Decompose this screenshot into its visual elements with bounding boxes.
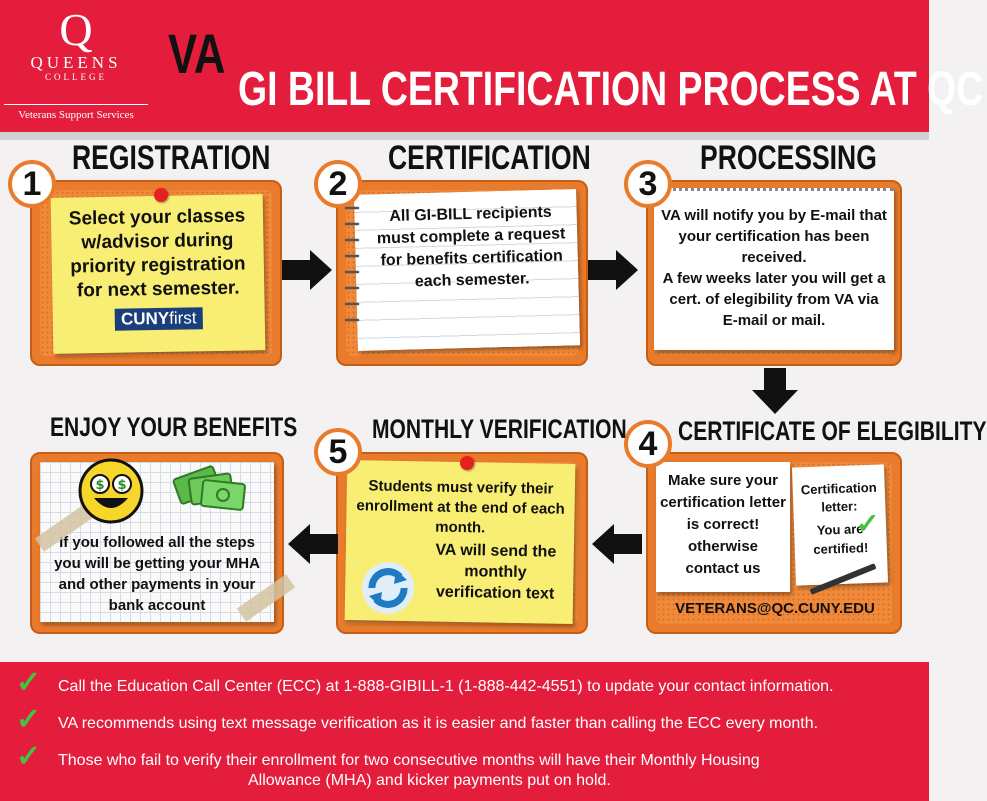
va-label: VA	[168, 22, 226, 85]
arrow-right-icon	[282, 250, 332, 290]
letter-line2: letter:	[821, 498, 858, 515]
step1-number: 1	[8, 160, 56, 208]
step2-notepad	[354, 189, 580, 351]
logo-letter: Q	[59, 4, 93, 55]
footer-line2: VA recommends using text message verification as it is easier and faster than calling the ECC every month.	[58, 715, 819, 732]
pushpin-icon	[154, 188, 168, 202]
footer-line1: Call the Education Call Center (ECC) at 1-888-GIBILL-1 (1-888-442-4551) to update your contact information.	[58, 678, 834, 695]
arrow-right-icon	[588, 250, 638, 290]
contact-email[interactable]: VETERANS@QC.CUNY.EDU	[675, 600, 875, 617]
money-smiley-icon	[78, 458, 144, 529]
step6-text: If you followed all the steps you will be getting your MHA and other payments in your bank account	[54, 534, 260, 614]
checkmark-icon: ✓	[16, 740, 42, 773]
cunyfirst-badge-bold: CUNY	[120, 308, 170, 329]
step5-text2: VA will send the monthly verification text	[435, 541, 557, 603]
step3-text1: VA will notify you by E-mail that your certification has been received.	[661, 207, 887, 266]
step3-text2: A few weeks later you will get a cert. of elegibility from VA via E-mail or mail.	[662, 270, 886, 329]
step5-text1: Students must verify their enrollment at the end of each month.	[356, 477, 565, 537]
arrow-left-icon	[288, 524, 338, 564]
logo-college: COLLEGE	[45, 72, 107, 82]
step1-sticky-note	[51, 194, 266, 354]
logo-dept: Veterans Support Services	[4, 104, 148, 121]
step2-title: CERTIFICATION	[388, 139, 591, 177]
step3-number: 3	[624, 160, 672, 208]
svg-text:$: $	[117, 478, 127, 493]
step4-text: Make sure your certification letter is correct! otherwise contact us	[660, 472, 786, 577]
refresh-icon	[360, 560, 416, 621]
cunyfirst-badge	[115, 307, 203, 331]
step6-title: ENJOY YOUR BENEFITS	[50, 412, 298, 442]
step3-paper	[654, 188, 894, 350]
step1-text: Select your classes w/advisor during priority registration for next semester.	[68, 205, 246, 302]
page-title: GI BILL CERTIFICATION PROCESS AT QC	[238, 63, 984, 116]
step5-number: 5	[314, 428, 362, 476]
footer-line3b: Allowance (MHA) and kicker payments put on hold.	[248, 772, 611, 789]
checkmark-icon: ✓	[856, 508, 880, 539]
step2-number: 2	[314, 160, 362, 208]
svg-text:$: $	[95, 478, 105, 493]
cunyfirst-badge-rest: first	[168, 308, 197, 328]
letter-line3: You are	[816, 521, 864, 538]
step4-title: CERTIFICATE OF ELEGIBILITY	[678, 416, 987, 446]
checkmark-icon: ✓	[16, 703, 42, 736]
logo-name: QUEENS	[30, 53, 122, 72]
footer-line3a: Those who fail to verify their enrollment for two consecutive months will have their Monthly Housing	[58, 752, 760, 769]
step3-title: PROCESSING	[700, 139, 877, 177]
queens-college-logo	[0, 0, 152, 128]
step4-number: 4	[624, 420, 672, 468]
step5-title: MONTHLY VERIFICATION	[372, 414, 627, 444]
step4-note	[656, 462, 790, 592]
arrow-left-icon	[592, 524, 642, 564]
letter-line1: Certification	[800, 479, 877, 498]
checkmark-icon: ✓	[16, 666, 42, 699]
step2-text: All GI-BILL recipients must complete a request for benefits certification each semester.	[376, 203, 566, 291]
pushpin-icon	[460, 456, 474, 470]
notepad-spiral	[344, 200, 360, 340]
cash-stack-icon	[172, 458, 248, 523]
letter-line4: certified!	[813, 540, 869, 557]
arrow-down-icon	[752, 368, 798, 414]
step1-title: REGISTRATION	[72, 139, 271, 177]
